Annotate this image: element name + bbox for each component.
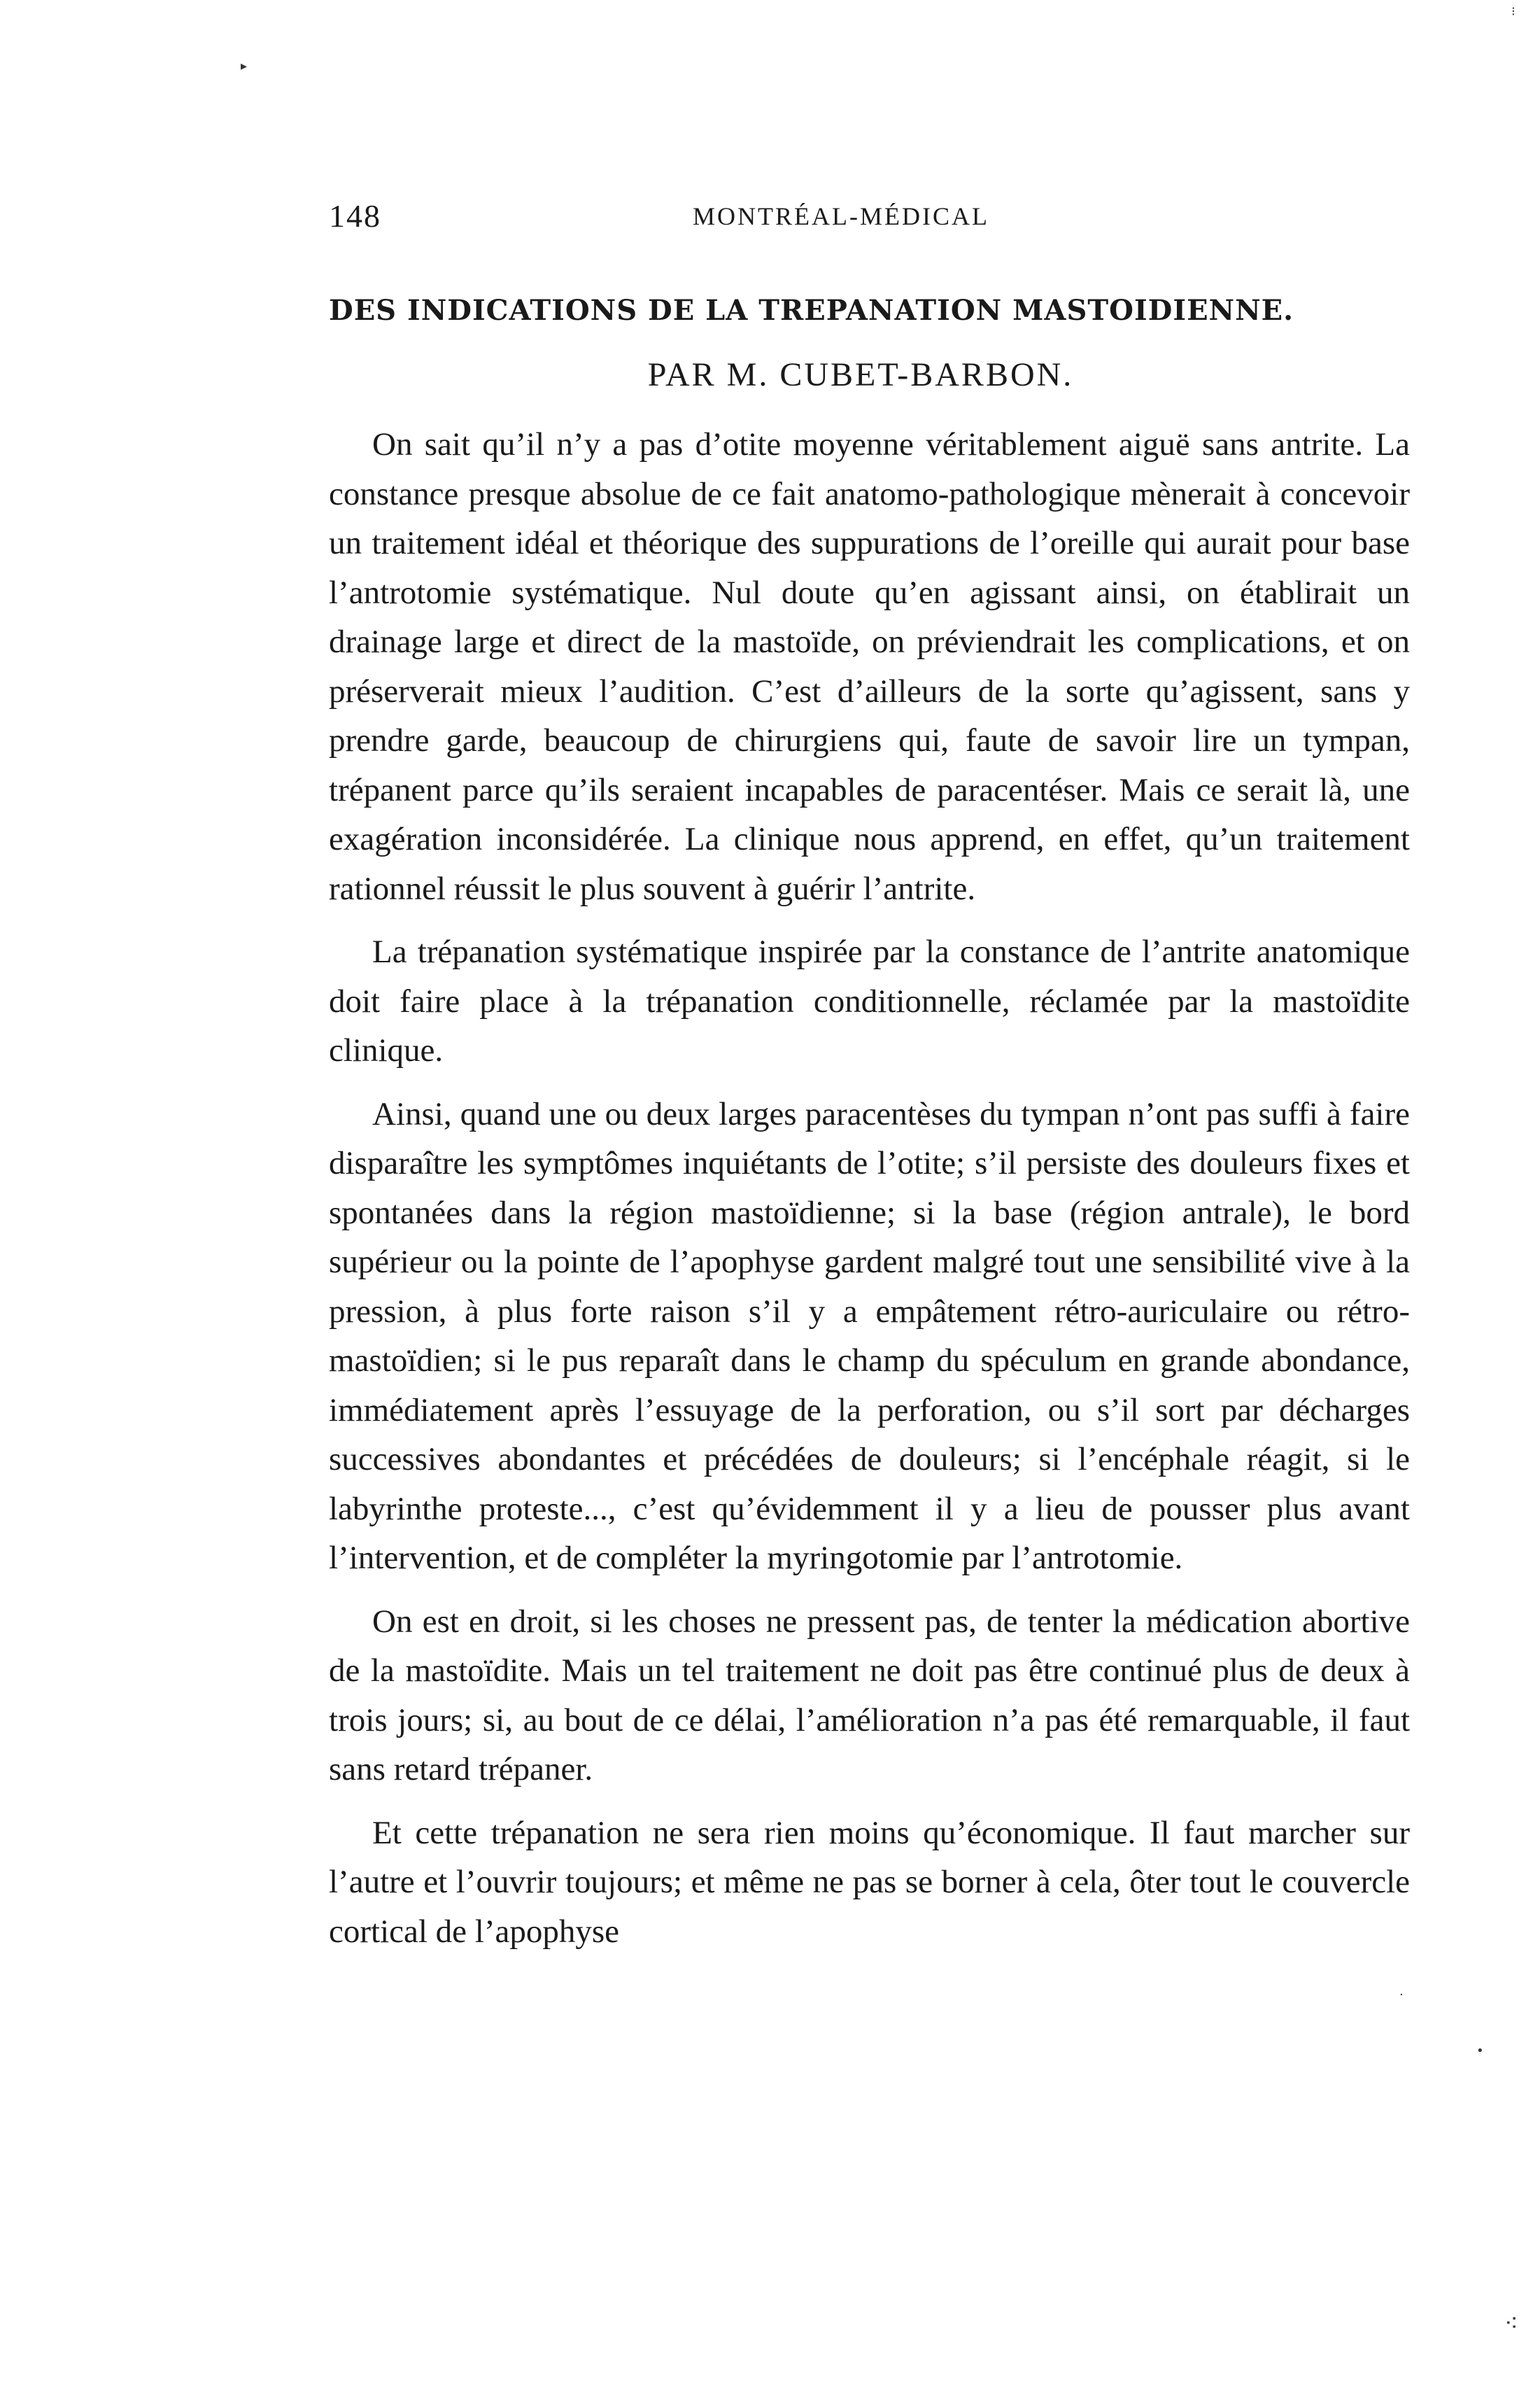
paragraph-1: On sait qu’il n’y a pas d’otite moyenne véritablement aiguë sans antrite. La constance presque absolue de ce fait anatomo-pathologique mènerait à concevoir un traitement idéal et théorique des suppurations de l’oreille qui aurait pour base l’antrotomie systématique. Nul doute qu’en agissant ainsi, on établirait un drainage large et direct de la mastoïde, on préviendrait les complications, et on préserverait mieux l’audition. C’est d’ailleurs de la sorte qu’agissent, sans y prendre garde, beaucoup de chirurgiens qui, faute de savoir lire un tympan, trépanent parce qu’ils seraient incapables de paracentéser. Mais ce serait là, une exagération inconsidérée. La clinique nous apprend, en effet, qu’un traitement rationnel réussit le plus souvent à guérir l’antrite. xyxy=(329,426,1410,907)
scan-speck: ⁝ xyxy=(1511,4,1516,19)
article-body xyxy=(329,420,1410,1970)
article-title: DES INDICATIONS DE LA TREPANATION MASTOIDIENNE. xyxy=(329,294,1294,327)
scan-speck: ⁖ xyxy=(1504,2310,1518,2338)
scan-speck: · xyxy=(1399,1988,1404,2002)
author-byline: PAR M. CUBET-BARBON. xyxy=(647,356,1074,393)
paragraph-4: On est en droit, si les choses ne pressent pas, de tenter la médication abortive de la mastoïdite. Mais un tel traitement ne doit pas être continué plus de deux à trois jours; si, au bout de ce délai, l’amélioration n’a pas été remarquable, il faut sans retard trépaner. xyxy=(329,1603,1410,1787)
paragraph-3: Ainsi, quand une ou deux larges paracentèses du tympan n’ont pas suffi à faire disparaître les symptômes inquiétants de l’otite; s’il persiste des douleurs fixes et spontanées dans la région mastoïdienne; si la base (région antrale), le bord supérieur ou la pointe de l’apophyse gardent malgré tout une sensibilité vive à la pression, à plus forte raison s’il y a empâtement rétro-auriculaire ou rétro-mastoïdien; si le pus reparaît dans le champ du spéculum en grande abondance, immédiatement après l’essuyage de la perforation, ou s’il sort par décharges successives abondantes et précédées de douleurs; si l’encéphale réagit, si le labyrinthe proteste..., c’est qu’évidemment il y a lieu de pousser plus avant l’intervention, et de compléter la myringotomie par l’antrotomie. xyxy=(329,1095,1410,1576)
paragraph-5: Et cette trépanation ne sera rien moins qu’économique. Il faut marcher sur l’autre et l’ouvrir toujours; et même ne pas se borner à cela, ôter tout le couvercle cortical de l’apophyse xyxy=(329,1814,1410,1950)
page-number: 148 xyxy=(329,198,381,234)
journal-title: MONTRÉAL-MÉDICAL xyxy=(693,202,989,230)
scan-speck: ▸ xyxy=(241,59,248,73)
paragraph-2: La trépanation systématique inspirée par la constance de l’antrite anatomique doit faire place à la trépanation conditionnelle, réclamée par la mastoïdite clinique. xyxy=(329,934,1410,1069)
running-header xyxy=(329,197,1420,246)
scan-speck: • xyxy=(1476,2044,1484,2058)
